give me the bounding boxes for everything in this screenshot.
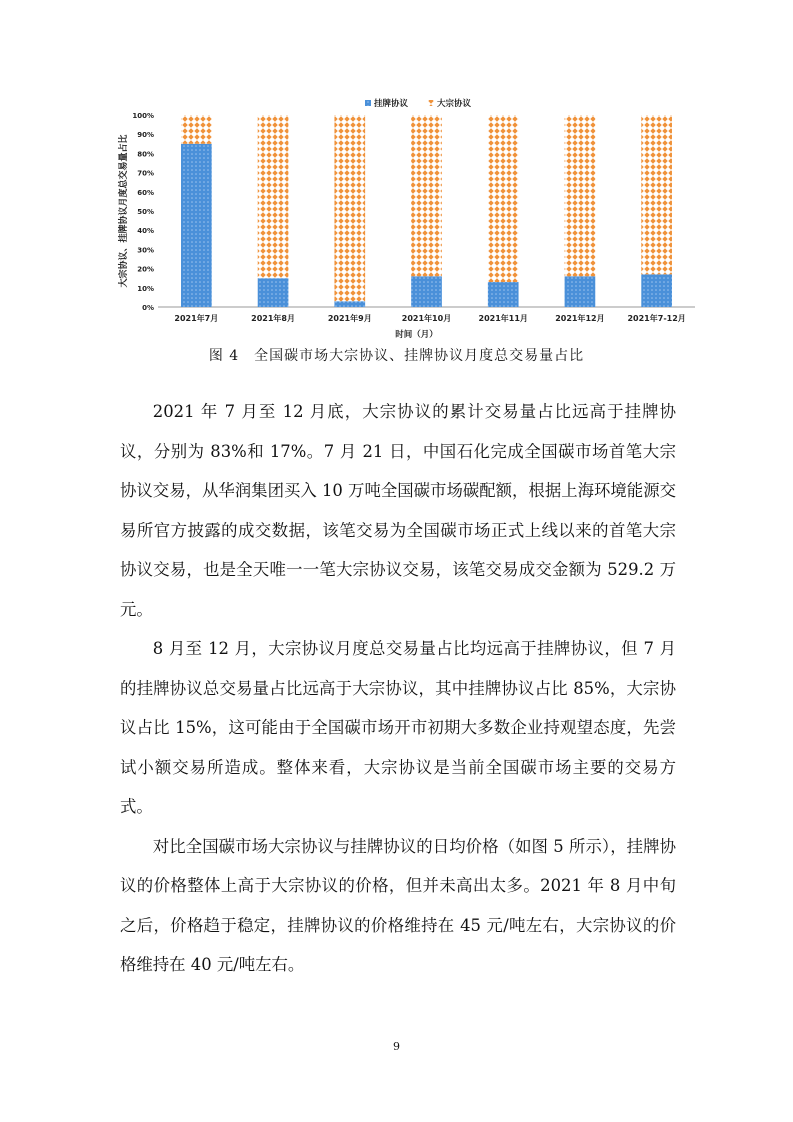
y-tick-label: 80% [137,150,154,159]
x-tick-label: 2021年9月 [327,314,372,323]
x-tick-label: 2021年11月 [478,314,528,323]
paragraph-1: 2021 年 7 月至 12 月底，大宗协议的累计交易量占比远高于挂牌协议，分别为 83%和 17%。7 月 21 日，中国石化完成全国碳市场首笔大宗协议交易，从华润集团买入 10 万吨全国碳市场碳配额，根据上海环境能源交易所官方披露的成交数据，该笔交易为全国碳市场正式上线以来的首笔大宗协议交易，也是全天唯一一笔大宗协议交易，该笔交易成交金额为 529.2 万元。 [120,402,676,619]
bar-listed-2 [334,301,365,307]
body-text [120,392,676,985]
bar-bulk-0 [181,115,212,144]
legend-swatch-1 [428,100,434,106]
bar-bulk-2 [334,115,365,301]
x-axis-label: 时间（月） [395,330,438,340]
x-tick-label: 2021年8月 [251,314,295,323]
legend-label-1: 大宗协议 [437,99,472,109]
legend-swatch-0 [365,100,371,106]
bar-listed-3 [411,276,442,307]
y-tick-label: 90% [137,131,154,140]
y-tick-label: 40% [137,227,154,236]
y-tick-label: 0% [142,304,154,312]
y-tick-label: 60% [137,188,154,197]
x-tick-label: 2021年7-12月 [627,314,686,323]
page-number: 9 [393,1040,400,1053]
y-tick-label: 100% [132,112,154,120]
y-axis-label: 大宗协议、挂牌协议月度总交易量占比 [119,134,129,288]
y-tick-label: 10% [137,284,154,293]
paragraph-3: 对比全国碳市场大宗协议与挂牌协议的日均价格（如图 5 所示），挂牌协议的价格整体上高于大宗协议的价格，但并未高出太多。2021 年 8 月中旬之后，价格趋于稳定，挂牌协议的价格维持在 45 元/吨左右，大宗协议的价格维持在 40 元/吨左右。 [120,836,676,974]
bar-bulk-1 [258,115,289,278]
bar-bulk-6 [641,115,672,274]
figure-caption: 图 4 全国碳市场大宗协议、挂牌协议月度总交易量占比 [208,348,585,364]
bar-listed-1 [258,278,289,307]
chart-svg [110,92,700,342]
bar-bulk-3 [411,115,442,276]
bar-listed-0 [181,144,212,307]
x-tick-label: 2021年12月 [555,314,605,323]
legend-label-0: 挂牌协议 [374,99,409,109]
bar-bulk-4 [488,115,519,282]
y-tick-label: 70% [137,169,154,178]
x-tick-label: 2021年10月 [401,314,452,323]
bar-listed-4 [488,282,519,307]
bar-bulk-5 [565,115,596,276]
paragraph-2: 8 月至 12 月，大宗协议月度总交易量占比均远高于挂牌协议，但 7 月的挂牌协议总交易量占比远高于大宗协议，其中挂牌协议占比 85%，大宗协议占比 15%，这可能由于全国碳市场开市初期大多数企业持观望态度，先尝试小额交易所造成。整体来看，大宗协议是当前全国碳市场主要的交易方式。 [120,639,676,816]
y-tick-label: 30% [137,246,154,255]
y-tick-label: 20% [137,265,154,274]
bar-listed-5 [565,276,596,307]
bar-listed-6 [641,274,672,307]
stacked-bar-chart [110,92,700,342]
y-tick-label: 50% [137,208,154,216]
x-tick-label: 2021年7月 [174,314,219,323]
